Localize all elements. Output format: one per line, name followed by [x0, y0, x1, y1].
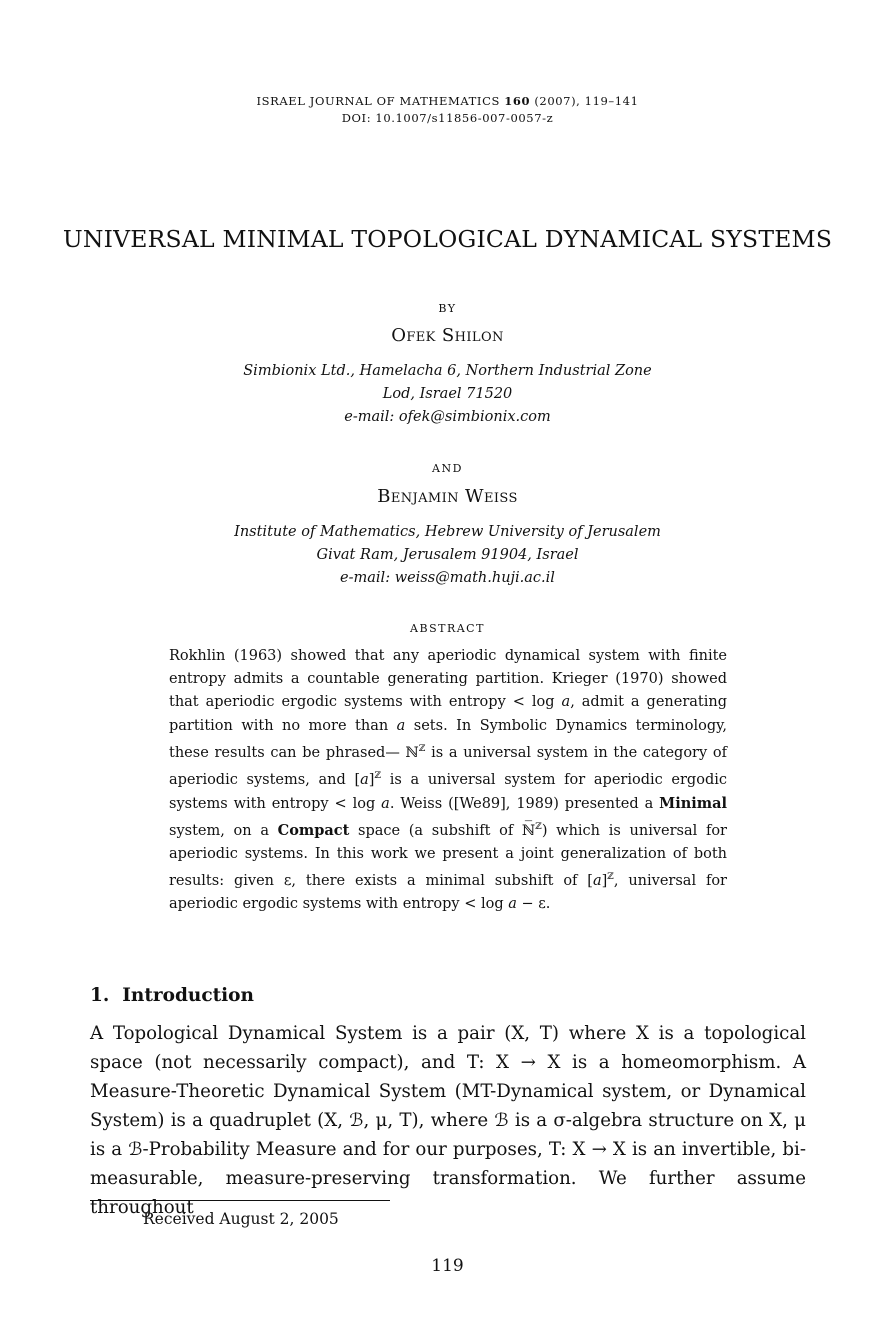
author2-name: Benjamin Weiss	[377, 486, 518, 507]
journal-citation	[0, 93, 895, 110]
author2-affiliation	[0, 521, 895, 590]
doi: DOI: 10.1007/s11856-007-0057-z	[341, 111, 554, 125]
received-date: Received August 2, 2005	[143, 1210, 339, 1228]
by-label: BY	[438, 302, 457, 315]
paper-title: UNIVERSAL MINIMAL TOPOLOGICAL DYNAMICAL SYSTEMS	[62, 225, 833, 253]
abstract-paragraph: Rokhlin (1963) showed that any aperiodic dynamical system with finite entropy admits a countable generating partition. Krieger (1970) showed that aperiodic ergodic systems with entropy < log a, admit a generating partition with no more than a sets. In Symbolic Dynamics terminology, these results can be phrased— ℕ$^ℤ$ is a universal system in the category of aperiodic systems, and $[a]^ℤ$ is a universal system for aperiodic ergodic systems with entropy < log a. Weiss ([We89], 1989) presented a Minimal system, on a Compact space (a subshift of ℕ̅$^ℤ$) which is universal for aperiodic systems. In this work we present a joint generalization of both results: given ε, there exists a minimal subshift of $[a]^ℤ$, universal for aperiodic ergodic systems with entropy < log a − ε.	[169, 648, 728, 913]
author1-affiliation	[0, 360, 895, 429]
section-heading	[90, 985, 254, 1006]
journal-name: ISRAEL JOURNAL OF MATHEMATICS	[256, 94, 500, 108]
author1-affiliation-line2: Lod, Israel 71520	[382, 386, 513, 402]
abstract-body	[169, 645, 727, 917]
author1-affiliation-line1: Simbionix Ltd., Hamelacha 6, Northern Industrial Zone	[243, 363, 652, 379]
intro-text	[90, 1019, 806, 1222]
section-title: Introduction	[122, 985, 254, 1006]
abstract-bold-minimal: Minimal	[659, 794, 727, 812]
intro-paragraph: A Topological Dynamical System is a pair (X, T) where X is a topological space (not necessarily compact), and T: X → X is a homeomorphism. A Measure-Theoretic Dynamical System (MT-Dynamical system, or Dynamical System) is a quadruplet (X, ℬ, μ, T), where ℬ is a σ-algebra structure on X, μ is a ℬ-Probability Measure and for our purposes, T: X → X is an invertible, bi-measurable, measure-preserving transformation. We further assume throughout	[90, 1023, 806, 1218]
footnote-rule	[90, 1200, 390, 1201]
section-number: 1.	[90, 985, 110, 1006]
page-number: 119	[431, 1256, 464, 1276]
journal-year-pages: (2007), 119–141	[534, 94, 639, 108]
abstract-heading: ABSTRACT	[410, 622, 485, 635]
author1-email[interactable]: e-mail: ofek@simbionix.com	[344, 409, 551, 425]
and-label: AND	[432, 462, 463, 475]
author2-affiliation-line1: Institute of Mathematics, Hebrew University of Jerusalem	[234, 524, 661, 540]
author2-email[interactable]: e-mail: weiss@math.huji.ac.il	[340, 570, 555, 586]
abstract-bold-compact: Compact	[277, 821, 350, 839]
journal-volume: 160	[504, 94, 531, 108]
author1-name: Ofek Shilon	[391, 325, 504, 346]
journal-header	[0, 93, 895, 127]
author2-affiliation-line2: Givat Ram, Jerusalem 91904, Israel	[316, 547, 579, 563]
